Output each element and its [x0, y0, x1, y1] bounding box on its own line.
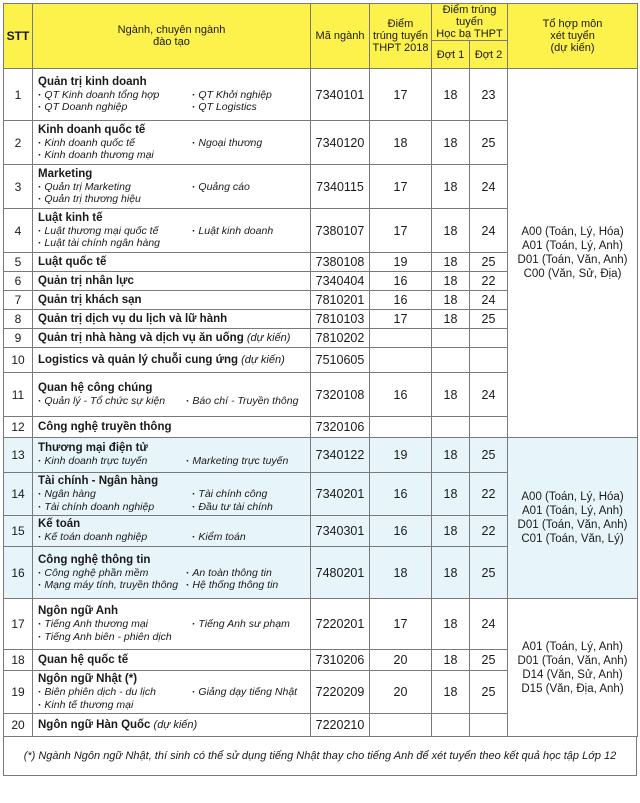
- specialization-item: · Hệ thống thông tin: [186, 579, 307, 592]
- row-thpt-score: 20: [370, 671, 432, 714]
- specialization-list: [38, 181, 307, 206]
- specialization-item: · Kinh doanh thương mại: [38, 149, 188, 162]
- major-title: [38, 421, 307, 434]
- specialization-item: · Quản trị Marketing: [38, 181, 188, 194]
- row-dot2-score: 24: [470, 599, 508, 650]
- specialization-list: [38, 225, 307, 250]
- major-title: [38, 294, 307, 307]
- row-stt: 15: [4, 516, 33, 547]
- specialization-item: · Kinh doanh trực tuyến: [38, 455, 182, 468]
- footnote: (*) Ngành Ngôn ngữ Nhật, thí sinh có thể sử dụng tiếng Nhật thay cho tiếng Anh để xét tuyển theo kết quả học tập Lớp 12: [3, 737, 637, 776]
- row-thpt-score: 19: [370, 438, 432, 473]
- major-title: [38, 605, 307, 618]
- row-thpt-score: [370, 417, 432, 438]
- row-thpt-score: [370, 329, 432, 348]
- specialization-item: · Kiểm toán: [192, 531, 307, 544]
- specialization-item: · QT Kinh doanh tổng hợp: [38, 89, 188, 102]
- specialization-item: · Quảng cáo: [192, 181, 307, 194]
- row-stt: 13: [4, 438, 33, 473]
- row-thpt-score: 16: [370, 473, 432, 516]
- row-thpt-score: 16: [370, 373, 432, 417]
- major-name: Quan hệ quốc tế: [38, 653, 129, 666]
- major-title: [38, 719, 307, 732]
- row-code: 7340122: [311, 438, 370, 473]
- combo-item: A01 (Toán, Lý, Anh): [522, 505, 624, 517]
- row-thpt-score: 18: [370, 547, 432, 599]
- row-code: 7810103: [311, 310, 370, 329]
- specialization-item: · Marketing trực tuyến: [186, 455, 307, 468]
- row-thpt-score: 16: [370, 291, 432, 310]
- combo-cell: [508, 599, 638, 737]
- row-code: 7510605: [311, 348, 370, 373]
- major-title: [38, 256, 307, 269]
- major-title: [38, 313, 307, 326]
- row-code: 7340101: [311, 69, 370, 121]
- specialization-list: [38, 531, 307, 544]
- row-stt: 14: [4, 473, 33, 516]
- row-dot2-score: 24: [470, 165, 508, 209]
- row-major: [33, 165, 311, 209]
- table-row: [4, 599, 638, 650]
- row-major: [33, 599, 311, 650]
- major-name: Kế toán: [38, 518, 81, 531]
- row-major: [33, 714, 311, 737]
- row-code: 7480201: [311, 547, 370, 599]
- row-code: 7340404: [311, 272, 370, 291]
- major-title: [38, 475, 307, 488]
- row-dot1-score: 18: [432, 547, 470, 599]
- specialization-list: [38, 567, 307, 592]
- major-note: (dự kiến): [246, 331, 291, 344]
- major-title: [38, 673, 307, 686]
- table-row: [4, 69, 638, 121]
- row-dot1-score: 18: [432, 650, 470, 671]
- specialization-item: · QT Logistics: [192, 101, 307, 114]
- row-major: [33, 373, 311, 417]
- specialization-item: · Biên phiên dịch - du lịch: [38, 686, 188, 699]
- specialization-item: · Luật kinh doanh: [192, 225, 307, 238]
- row-stt: 17: [4, 599, 33, 650]
- row-dot2-score: 25: [470, 438, 508, 473]
- combo-item: A00 (Toán, Lý, Hóa): [521, 226, 624, 238]
- row-major: [33, 547, 311, 599]
- row-dot2-score: 25: [470, 253, 508, 272]
- row-major: [33, 516, 311, 547]
- specialization-item: · Kinh tế thương mại: [38, 699, 188, 712]
- combo-item: A01 (Toán, Lý, Anh): [522, 240, 624, 252]
- specialization-list: [38, 686, 307, 711]
- row-stt: 9: [4, 329, 33, 348]
- specialization-list: [38, 455, 307, 468]
- specialization-list: [38, 618, 307, 643]
- major-name: Ngôn ngữ Nhật (*): [38, 673, 138, 685]
- row-dot1-score: 18: [432, 671, 470, 714]
- row-code: 7320108: [311, 373, 370, 417]
- specialization-item: · Kế toán doanh nghiệp: [38, 531, 188, 544]
- major-name: Tài chính - Ngân hàng: [38, 475, 159, 487]
- row-dot1-score: 18: [432, 272, 470, 291]
- specialization-item: · QT Doanh nghiệp: [38, 101, 188, 114]
- specialization-item: · Luật thương mại quốc tế: [38, 225, 188, 238]
- specialization-item: · Quản lý - Tổ chức sự kiện: [38, 395, 182, 408]
- row-code: 7220201: [311, 599, 370, 650]
- row-dot2-score: 23: [470, 69, 508, 121]
- admission-table: [3, 3, 638, 737]
- row-dot1-score: 18: [432, 165, 470, 209]
- major-name: Công nghệ thông tin: [38, 553, 151, 566]
- row-dot2-score: 25: [470, 310, 508, 329]
- header-hocba-score: Điểm trúng tuyển Học bạ THPT: [432, 4, 508, 41]
- row-major: [33, 473, 311, 516]
- row-stt: 7: [4, 291, 33, 310]
- row-thpt-score: 16: [370, 272, 432, 291]
- specialization-list: [38, 137, 307, 162]
- row-dot1-score: 18: [432, 253, 470, 272]
- row-dot2-score: 22: [470, 272, 508, 291]
- major-name: Logistics và quản lý chuỗi cung ứng: [38, 353, 239, 366]
- row-stt: 4: [4, 209, 33, 253]
- header-thpt-score: Điểm trúng tuyển THPT 2018: [370, 4, 432, 69]
- combo-item: C01 (Toán, Văn, Lý): [521, 533, 624, 545]
- combo-item: D15 (Văn, Địa, Anh): [521, 682, 624, 695]
- specialization-item: · Tiếng Anh biên - phiên dịch: [38, 631, 188, 644]
- row-code: 7220209: [311, 671, 370, 714]
- major-title: [38, 275, 307, 288]
- row-code: 7340201: [311, 473, 370, 516]
- major-name: Quản trị nhân lực: [38, 274, 134, 287]
- row-thpt-score: 20: [370, 650, 432, 671]
- admission-table-container: [3, 3, 637, 776]
- major-name: Quản trị kinh doanh: [38, 75, 147, 88]
- row-code: 7220210: [311, 714, 370, 737]
- specialization-item: · Kinh doanh quốc tế: [38, 137, 188, 150]
- row-major: [33, 121, 311, 165]
- row-dot1-score: 18: [432, 438, 470, 473]
- specialization-item: · An toàn thông tin: [186, 567, 307, 580]
- row-code: 7340120: [311, 121, 370, 165]
- row-stt: 11: [4, 373, 33, 417]
- specialization-item: · Luật tài chính ngân hàng: [38, 237, 188, 250]
- major-title: [38, 124, 307, 137]
- major-title: [38, 354, 307, 367]
- table-row: [4, 438, 638, 473]
- major-name: Quan hệ công chúng: [38, 381, 153, 394]
- specialization-item: · Báo chí - Truyền thông: [186, 395, 307, 408]
- row-stt: 5: [4, 253, 33, 272]
- row-stt: 18: [4, 650, 33, 671]
- row-code: 7380108: [311, 253, 370, 272]
- row-dot2-score: [470, 417, 508, 438]
- row-dot2-score: 22: [470, 473, 508, 516]
- row-dot2-score: 25: [470, 650, 508, 671]
- header-stt: STT: [4, 4, 33, 69]
- specialization-item: · QT Khởi nghiệp: [192, 89, 307, 102]
- row-major: [33, 209, 311, 253]
- row-code: 7810202: [311, 329, 370, 348]
- row-dot2-score: 22: [470, 516, 508, 547]
- row-dot2-score: [470, 348, 508, 373]
- row-major: [33, 310, 311, 329]
- row-dot1-score: 18: [432, 69, 470, 121]
- row-dot1-score: [432, 329, 470, 348]
- row-code: 7380107: [311, 209, 370, 253]
- specialization-list: [38, 89, 307, 114]
- header-dot1: Đợt 1: [432, 41, 470, 69]
- row-major: [33, 348, 311, 373]
- row-thpt-score: [370, 714, 432, 737]
- major-title: [38, 654, 307, 667]
- row-major: [33, 253, 311, 272]
- major-title: [38, 382, 307, 395]
- combo-item: D01 (Toán, Văn, Anh): [517, 519, 628, 531]
- specialization-item: · Quản trị thương hiệu: [38, 193, 188, 206]
- row-thpt-score: [370, 348, 432, 373]
- major-note: (dự kiến): [153, 718, 198, 731]
- row-dot1-score: [432, 348, 470, 373]
- row-dot2-score: 24: [470, 209, 508, 253]
- row-dot1-score: 18: [432, 209, 470, 253]
- row-major: [33, 650, 311, 671]
- major-name: Công nghệ truyền thông: [38, 420, 172, 433]
- row-dot1-score: 18: [432, 473, 470, 516]
- header-code: Mã ngành: [311, 4, 370, 69]
- specialization-item: · Đầu tư tài chính: [192, 501, 307, 514]
- row-dot2-score: 25: [470, 121, 508, 165]
- major-name: Luật kinh tế: [38, 211, 103, 224]
- row-code: 7810201: [311, 291, 370, 310]
- combo-item: A01 (Toán, Lý, Anh): [522, 640, 624, 653]
- row-stt: 19: [4, 671, 33, 714]
- row-thpt-score: 17: [370, 69, 432, 121]
- row-stt: 6: [4, 272, 33, 291]
- row-thpt-score: 17: [370, 599, 432, 650]
- combo-item: D14 (Văn, Sử, Anh): [522, 668, 623, 681]
- specialization-item: · Mạng máy tính, truyền thông: [38, 579, 182, 592]
- row-dot2-score: 25: [470, 671, 508, 714]
- combo-cell: [508, 438, 638, 599]
- row-dot1-score: 18: [432, 291, 470, 310]
- major-name: Quản trị dịch vụ du lịch và lữ hành: [38, 312, 228, 325]
- specialization-item: · Ngoại thương: [192, 137, 307, 150]
- specialization-item: · Giảng dạy tiếng Nhật: [192, 686, 307, 699]
- major-title: [38, 168, 307, 181]
- row-code: 7340301: [311, 516, 370, 547]
- major-name: Thương mại điện tử: [38, 442, 148, 455]
- row-dot1-score: 18: [432, 121, 470, 165]
- major-name: Luật quốc tế: [38, 255, 107, 268]
- major-title: [38, 332, 307, 345]
- major-title: [38, 554, 307, 567]
- major-name: Quản trị khách sạn: [38, 293, 142, 306]
- row-thpt-score: 16: [370, 516, 432, 547]
- major-title: [38, 76, 307, 89]
- row-dot1-score: 18: [432, 310, 470, 329]
- row-stt: 3: [4, 165, 33, 209]
- combo-cell: [508, 69, 638, 438]
- major-name: Kinh doanh quốc tế: [38, 123, 146, 136]
- major-name: Marketing: [38, 167, 93, 180]
- row-major: [33, 329, 311, 348]
- row-thpt-score: 17: [370, 209, 432, 253]
- specialization-item: · Tài chính công: [192, 488, 307, 501]
- row-thpt-score: 19: [370, 253, 432, 272]
- row-major: [33, 291, 311, 310]
- combo-item: D01 (Toán, Văn, Anh): [517, 654, 628, 667]
- row-code: 7310206: [311, 650, 370, 671]
- row-stt: 8: [4, 310, 33, 329]
- row-dot2-score: 24: [470, 373, 508, 417]
- specialization-list: [38, 488, 307, 513]
- specialization-list: [38, 395, 307, 408]
- row-code: 7320106: [311, 417, 370, 438]
- row-major: [33, 438, 311, 473]
- row-dot2-score: 24: [470, 291, 508, 310]
- row-stt: 12: [4, 417, 33, 438]
- major-title: [38, 212, 307, 225]
- row-dot1-score: 18: [432, 516, 470, 547]
- row-major: [33, 417, 311, 438]
- row-stt: 10: [4, 348, 33, 373]
- row-code: 7340115: [311, 165, 370, 209]
- row-thpt-score: 17: [370, 165, 432, 209]
- row-dot2-score: 25: [470, 547, 508, 599]
- header-major: Ngành, chuyên ngành đào tạo: [33, 4, 311, 69]
- specialization-item: · Tiếng Anh thương mại: [38, 618, 188, 631]
- major-name: Quản trị nhà hàng và dịch vụ ăn uống: [38, 331, 244, 344]
- row-dot2-score: [470, 329, 508, 348]
- row-major: [33, 671, 311, 714]
- row-dot1-score: 18: [432, 599, 470, 650]
- specialization-item: · Công nghệ phần mềm: [38, 567, 182, 580]
- specialization-item: · Tài chính doanh nghiệp: [38, 501, 188, 514]
- specialization-item: · Tiếng Anh sư phạm: [192, 618, 307, 631]
- row-dot1-score: [432, 714, 470, 737]
- row-stt: 1: [4, 69, 33, 121]
- major-title: [38, 442, 307, 455]
- combo-item: A00 (Toán, Lý, Hóa): [521, 491, 624, 503]
- header-combo: Tổ hợp môn xét tuyển (dự kiến): [508, 4, 638, 69]
- combo-item: D01 (Toán, Văn, Anh): [517, 254, 628, 266]
- row-major: [33, 69, 311, 121]
- major-title: [38, 518, 307, 531]
- combo-item: C00 (Văn, Sử, Địa): [523, 268, 622, 280]
- row-stt: 20: [4, 714, 33, 737]
- major-name: Ngôn ngữ Anh: [38, 605, 119, 617]
- header-dot2: Đợt 2: [470, 41, 508, 69]
- specialization-item: · Ngân hàng: [38, 488, 188, 501]
- row-dot1-score: 18: [432, 373, 470, 417]
- row-stt: 2: [4, 121, 33, 165]
- row-thpt-score: 18: [370, 121, 432, 165]
- row-stt: 16: [4, 547, 33, 599]
- row-major: [33, 272, 311, 291]
- major-name: Ngôn ngữ Hàn Quốc: [38, 718, 151, 731]
- row-dot2-score: [470, 714, 508, 737]
- row-thpt-score: 17: [370, 310, 432, 329]
- row-dot1-score: [432, 417, 470, 438]
- major-note: (dự kiến): [241, 353, 285, 366]
